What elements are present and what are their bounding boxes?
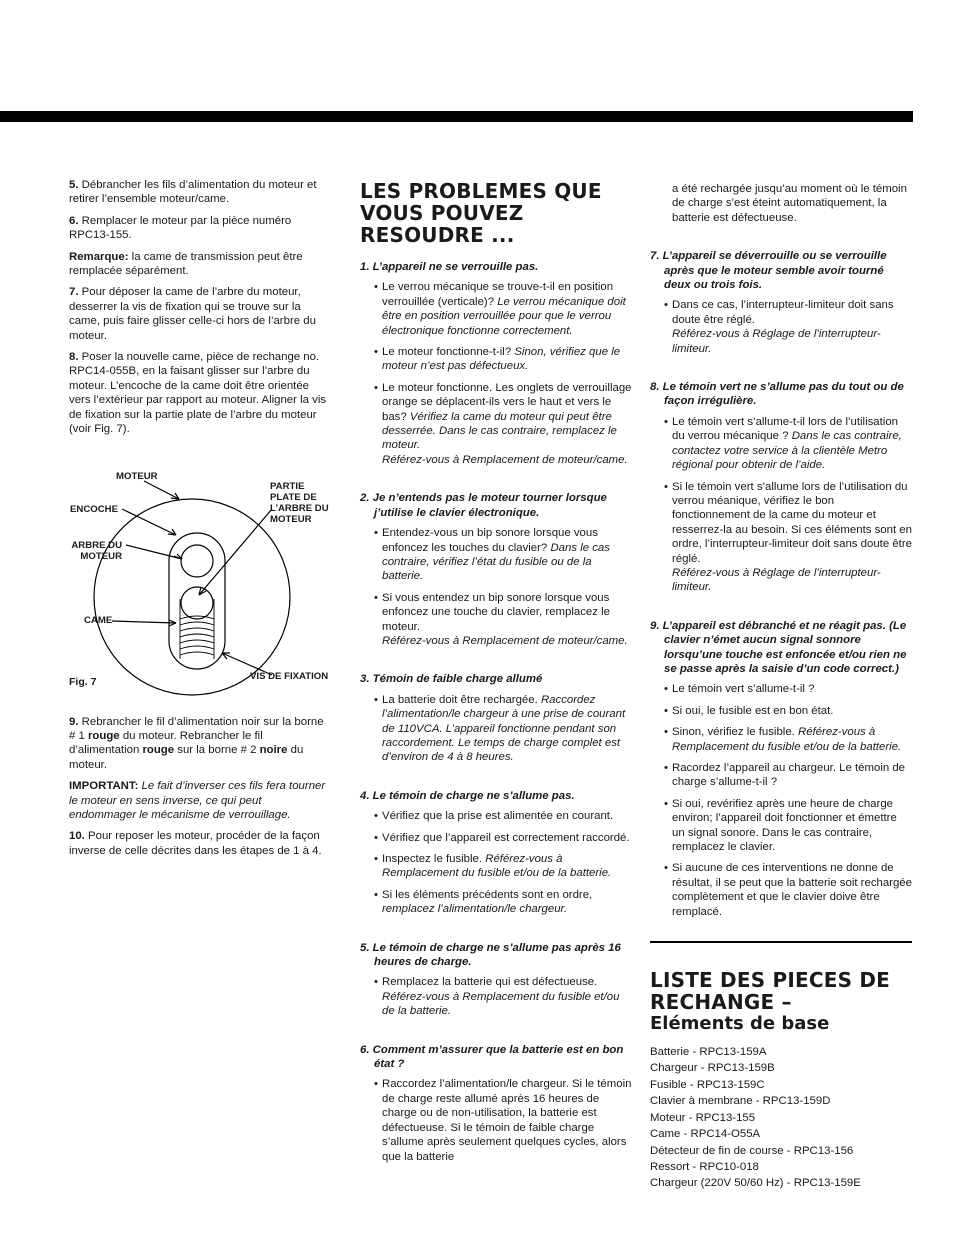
list-item: • Le moteur fonctionne-t-il? Sinon, vérifiez que le moteur n’est pas défectueux.: [382, 345, 632, 374]
parts-item: Chargeur (220V 50/60 Hz) - RPC13-159E: [650, 1177, 861, 1190]
label-arbre: ARBRE DU MOTEUR: [71, 539, 122, 562]
label-partie-plate: PARTIE PLATE DE L’ARBRE DU MOTEUR: [270, 480, 329, 525]
parts-heading: LISTE DES PIECES DE RECHANGE –: [650, 968, 891, 1015]
answers-6-continued: [650, 182, 912, 225]
list-item: • Remplacez la batterie qui est défectueuse. Référez-vous à Remplacement du fusible et/ou de la batterie.: [382, 975, 632, 1018]
list-item: • Le verrou mécanique se trouve-t-il en position verrouillée (verticale)? Le verrou mécanique doit être en position verrouillée pour que le verrou électronique fonctionne correctement.: [382, 280, 632, 338]
column-right: [650, 182, 912, 1193]
list-item: • Si les éléments précédents sont en ordre, remplacez l’alimentation/le chargeur.: [382, 888, 632, 917]
column-left: [69, 178, 327, 865]
answers-3: [360, 693, 632, 765]
section-divider: [650, 941, 912, 943]
parts-item: Détecteur de fin de course - RPC13-156: [650, 1144, 854, 1157]
answers-8: [650, 415, 912, 595]
parts-item: Ressort - RPC10-018: [650, 1160, 759, 1173]
question-5: 5. Le témoin de charge ne s’allume pas après 16 heures de charge.: [360, 941, 621, 969]
parts-item: Moteur - RPC13-155: [650, 1111, 756, 1124]
label-encoche: ENCOCHE: [70, 503, 118, 515]
list-item: • Raccordez l’alimentation/le chargeur. Si le témoin de charge reste allumé après 16 heures de charge ou de non-utilisation, la batterie est défectueuse. Si le témoin de faible charge s’allume après seulement quelques cycles, alors que la batterie: [382, 1077, 632, 1163]
parts-item: Chargeur - RPC13-159B: [650, 1062, 775, 1075]
question-7: 7. L’appareil se déverrouille ou se verrouille après que le moteur semble avoir tourné deux ou trois fois.: [650, 250, 887, 292]
column-middle: [360, 180, 632, 1178]
question-3: 3. Témoin de faible charge allumé: [360, 673, 543, 686]
parts-item: Fusible - RPC13-159C: [650, 1078, 765, 1091]
list-item: • Le témoin vert s’allume-t-il lors de l’utilisation du verrou mécanique ? Dans le cas contraire, contactez votre service à la clientèle Metro régional pour obtenir de l’aide.: [672, 415, 912, 473]
list-item: • Vérifiez que l’appareil est correctement raccordé.: [382, 831, 632, 845]
list-item: • Si oui, revérifiez après une heure de charge environ; l’appareil doit fonctionner et émettre un signal sonore. Dans le cas contraire, remplacez le clavier.: [672, 797, 912, 855]
list-item-continued: a été rechargée jusqu’au moment où le témoin de charge s’est éteint automatiquement, la batterie est défectueuse.: [672, 183, 907, 224]
question-2: 2. Je n’entends pas le moteur tourner lorsque j’utilise le clavier électronique.: [360, 492, 607, 519]
step-6: 6. Remplacer le moteur par la pièce numéro RPC13-155.: [69, 214, 292, 242]
step-7: 7. Pour déposer la came de l’arbre du moteur, desserrer la vis de fixation qui se trouve sur la came, puis faire glisser celle-ci hors de l’arbre du moteur.: [69, 286, 316, 342]
list-item: • Inspectez le fusible. Référez-vous à Remplacement du fusible et/ou de la batterie.: [382, 852, 632, 881]
parts-list: [650, 1045, 912, 1191]
parts-item: Clavier à membrane - RPC13-159D: [650, 1095, 831, 1108]
question-9: 9. L’appareil est débranché et ne réagit pas. (Le clavier n’émet aucun signal sonnore lorsqu’une touche est enfoncée et/ou rien ne se passe après la saisie d’un code correct.): [650, 619, 907, 675]
list-item: • Le moteur fonctionne. Les onglets de verrouillage orange se déplacent-ils vers le haut et vers le bas? Vérifiez la came du moteur qui peut être desserrée. Dans le cas contraire, remplacez le moteur. Référez-vous à Remplacement de moteur/came.: [382, 381, 632, 467]
answers-1: [360, 280, 632, 467]
step-9: 9. Rebrancher le fil d’alimentation noir sur la borne # 1 rouge du moteur. Rebrancher le fil d’alimentation rouge sur la borne # 2 noire du moteur.: [69, 715, 324, 771]
list-item: • Vérifiez que la prise est alimentée en courant.: [382, 809, 632, 823]
question-4: 4. Le témoin de charge ne s’allume pas.: [360, 789, 575, 802]
step-10: 10. Pour reposer les moteur, procéder de la façon inverse de celle décrites dans les étapes de 1 à 4.: [69, 830, 322, 857]
parts-subheading: Eléments de base: [650, 1013, 830, 1035]
answers-5: [360, 975, 632, 1018]
question-8: 8. Le témoin vert ne s’allume pas du tout ou de façon irrégulière.: [650, 381, 904, 408]
list-item: • Si oui, le fusible est en bon état.: [672, 704, 912, 718]
figure-7: [64, 459, 334, 699]
answers-2: [360, 526, 632, 648]
question-6: 6. Comment m’assurer que la batterie est en bon état ?: [360, 1043, 624, 1071]
list-item: • Racordez l’appareil au chargeur. Le témoin de charge s’allume-t-il ?: [672, 761, 912, 790]
list-item: • Entendez-vous un bip sonore lorsque vous enfoncez les touches du clavier? Dans le cas contraire, vérifiez l’état du fusible ou de la batterie.: [382, 526, 632, 584]
list-item: • Dans ce cas, l’interrupteur-limiteur doit sans doute être réglé. Référez-vous à Réglage de l’interrupteur-limiteur.: [672, 298, 912, 356]
step-5: 5. Débrancher les fils d’alimentation du moteur et retirer l’ensemble moteur/came.: [69, 179, 317, 206]
list-item: • Le témoin vert s’allume-t-il ?: [672, 682, 912, 696]
question-1: 1. L’appareil ne se verrouille pas.: [360, 261, 539, 273]
list-item: • La batterie doit être rechargée. Raccordez l’alimentation/le chargeur à une prise de courant de 110VCA. L’appareil fonctionne pendant son raccordement. Le temps de charge complet est d’environ de 4 à 8 heures.: [382, 693, 632, 765]
list-item: • Si vous entendez un bip sonore lorsque vous enfoncez une touche du clavier, remplacez le moteur. Référez-vous à Remplacement de moteur/came.: [382, 591, 632, 649]
answers-4: [360, 809, 632, 916]
list-item: • Sinon, vérifiez le fusible. Référez-vous à Remplacement du fusible et/ou de la batterie.: [672, 725, 912, 754]
remarque: Remarque: la came de transmission peut être remplacée séparément.: [69, 250, 303, 278]
label-moteur: MOTEUR: [116, 470, 158, 482]
label-vis-fixation: VIS DE FIXATION: [250, 670, 329, 682]
answers-9: [650, 682, 912, 919]
list-item: • Si le témoin vert s’allume lors de l’utilisation du verrou méanique, vérifiez le bon fonctionnement de la came du moteur et resserrez-la au besoin. Si ces éléments sont en ordre, l’interrupteur-limiteur doit sans doute être réglé. Référez-vous à Réglage de l’interrupteur-limiteur.: [672, 480, 912, 595]
header-bar: [0, 111, 913, 122]
parts-item: Came - RPC14-O55A: [650, 1128, 761, 1141]
step-8: 8. Poser la nouvelle came, pièce de rechange no. RPC14-055B, en la faisant glisser sur l’arbre du moteur. L’encoche de la came doit être orientée vers l’extérieur par rapport au moteur. Aligner la vis de fixation sur la partie plate de l’arbre du moteur (voir Fig. 7).: [69, 351, 327, 436]
figure-caption: Fig. 7: [69, 675, 97, 688]
label-came: CAME: [84, 614, 113, 626]
list-item: • Si aucune de ces interventions ne donne de résultat, il se peut que la batterie soit rechargée complètement et que le clavier doive être remplacé.: [672, 861, 912, 919]
answers-6: [360, 1077, 632, 1163]
important-note: IMPORTANT: Le fait d’inverser ces fils fera tourner le moteur en sens inverse, ce qui peut endommager le mécanisme de verrouillage.: [69, 780, 326, 821]
answers-7: [650, 298, 912, 356]
troubleshooting-heading: LES PROBLEMES QUE VOUS POUVEZ RESOUDRE ...: [360, 179, 602, 247]
parts-item: Batterie - RPC13-159A: [650, 1046, 767, 1059]
